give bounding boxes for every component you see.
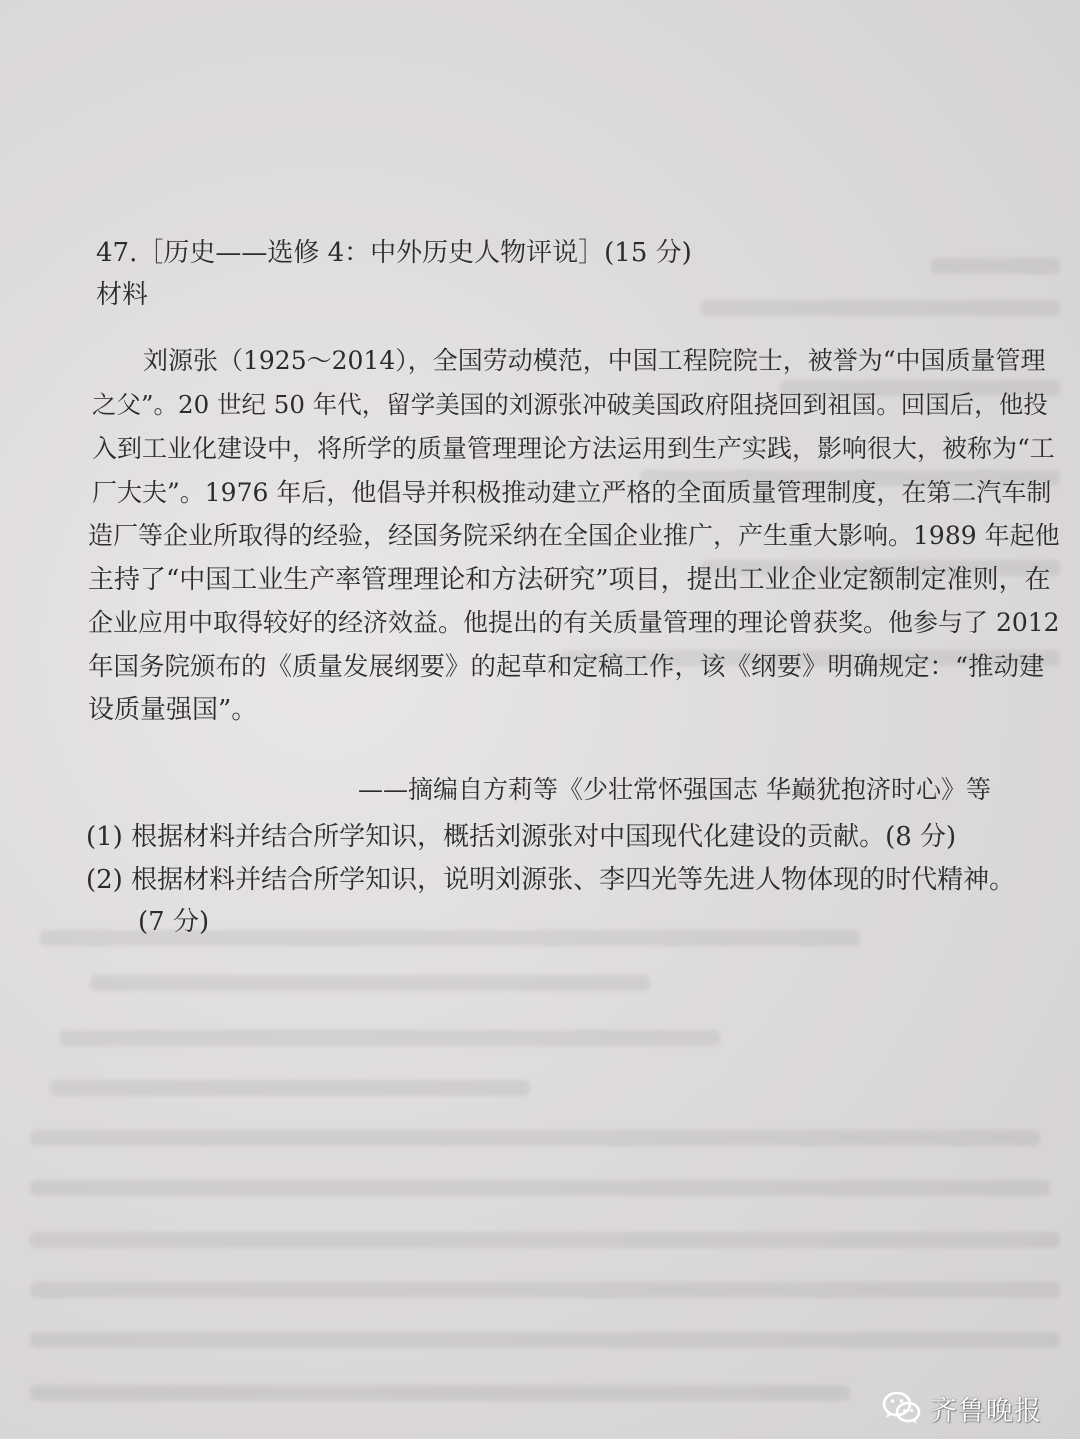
material-line: 年国务院颁布的《质量发展纲要》的起草和定稿工作，该《纲要》明确规定：“推动建 [88, 652, 1045, 682]
watermark-text: 齐鲁晚报 [930, 1395, 1042, 1427]
material-line: 主持了“中国工业生产率管理理论和方法研究”项目，提出工业企业定额制定准则，在 [88, 565, 1051, 595]
material-line: 企业应用中取得较好的经济效益。他提出的有关质量管理的理论曾获奖。他参与了 2012 [88, 608, 1060, 637]
material-line: 刘源张（1925～2014），全国劳动模范，中国工程院院士，被誉为“中国质量管理 [143, 346, 1046, 375]
material-line: 入到工业化建设中，将所学的质量管理理论方法运用到生产实践，影响很大，被称为“工 [92, 434, 1055, 463]
question-header: 47.［历史——选修 4：中外历史人物评说］(15 分) [96, 238, 692, 268]
material-line: 设质量强国”。 [88, 695, 258, 725]
sub-question-2: (2) 根据材料并结合所学知识，说明刘源张、李四光等先进人物体现的时代精神。 [86, 865, 1016, 895]
material-line: 厂大夫”。1976 年后，他倡导并积极推动建立严格的全面质量管理制度，在第二汽车制 [92, 478, 1052, 507]
sub-question-1: (1) 根据材料并结合所学知识，概括刘源张对中国现代化建设的贡献。(8 分) [86, 822, 957, 852]
material-line: 之父”。20 世纪 50 年代，留学美国的刘源张冲破美国政府阻挠回到祖国。回国后，他投 [92, 390, 1048, 419]
watermark [882, 1388, 1042, 1428]
material-label: 材料 [96, 280, 149, 310]
material-line: 造厂等企业所取得的经验，经国务院采纳在全国企业推广，产生重大影响。1989 年起他 [88, 521, 1060, 550]
sub-question-2-points: (7 分) [138, 907, 210, 937]
material-source: ——摘编自方莉等《少壮常怀强国志 华巅犹抱济时心》等 [358, 775, 991, 804]
wechat-icon [882, 1390, 922, 1426]
